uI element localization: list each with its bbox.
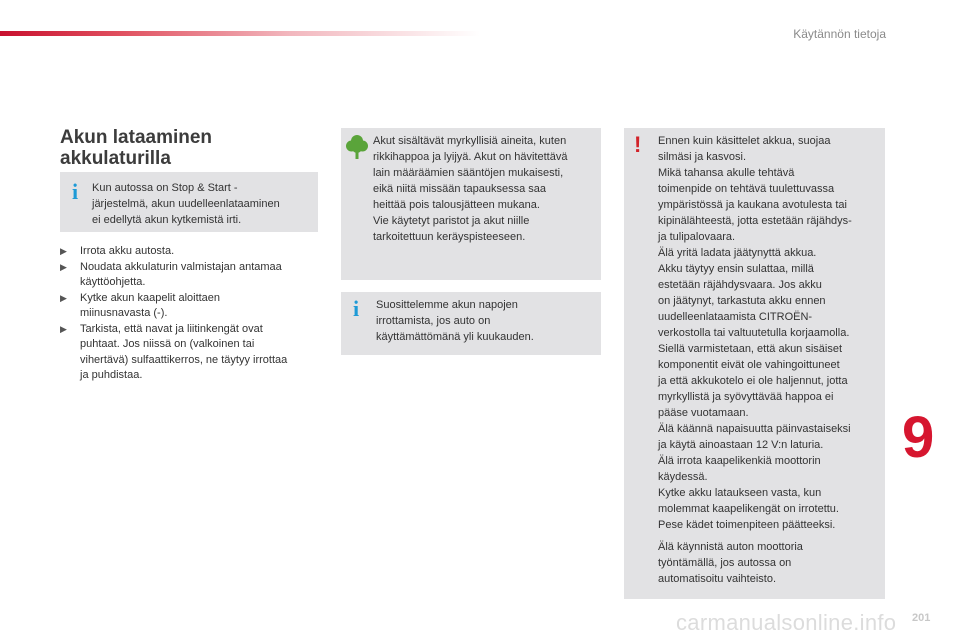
info-note-battery-disconnect	[341, 292, 601, 355]
section-title	[60, 127, 212, 169]
note-line: Älä käynnistä auton moottoria	[658, 541, 803, 553]
note-line: irrottamista, jos auto on	[376, 315, 491, 327]
note-line: ja että akkukotelo ei ole haljennut, jotta	[658, 375, 848, 387]
note-line: myrkyllistä ja syövyttävää happoa ei	[658, 391, 834, 403]
note-line: molemmat kaapelikengät on irrotettu.	[658, 503, 839, 515]
note-line: estetään räjähdysvaara. Jos akku	[658, 279, 822, 291]
note-line: ja tulipalovaara.	[658, 231, 736, 243]
bullet-icon: ▶	[60, 246, 67, 256]
note-line: Akut sisältävät myrkyllisiä aineita, kuten	[373, 135, 567, 147]
warning-icon: !	[634, 132, 642, 157]
info-note-line: Kun autossa on Stop & Start -	[92, 182, 238, 194]
section-title-line-1: Akun lataaminen	[60, 127, 213, 148]
note-line: on jäätynyt, tarkastuta akku ennen	[658, 295, 826, 307]
step-item	[60, 244, 322, 260]
page-number: 201	[912, 612, 931, 624]
note-line: Älä yritä ladata jäätynyttä akkua.	[658, 247, 817, 259]
info-note-text	[92, 180, 312, 228]
note-line: kipinälähteestä, jotta estetään räjähdys-	[658, 215, 852, 227]
note-line: Kytke akku lataukseen vasta, kun	[658, 487, 822, 499]
note-line: eikä niitä missään tapauksessa saa	[373, 183, 547, 195]
note-line: Suosittelemme akun napojen	[376, 299, 518, 311]
note-line: rikkihappoa ja lyijyä. Akut on hävitettävä	[373, 151, 568, 163]
procedure-steps-list	[60, 244, 322, 384]
step-line: Irrota akku autosta.	[80, 245, 175, 257]
bullet-icon: ▶	[60, 261, 67, 272]
step-item	[60, 322, 322, 384]
note-line: ympäristössä ja kaukana avotulesta tai	[658, 199, 847, 211]
note-line: käydessä.	[658, 471, 708, 483]
section-title-line-2: akkulaturilla	[60, 148, 171, 169]
step-line: Kytke akun kaapelit aloittaen	[80, 291, 221, 304]
step-item	[60, 260, 322, 291]
note-line: uudelleenlataamista CITROËN-	[658, 311, 813, 323]
note-line: verkostolla tai valtuutetulla korjaamolla.	[658, 327, 850, 339]
note-line: Mikä tahansa akulle tehtävä	[658, 167, 795, 179]
step-line: puhtaat. Jos niissä on (valkoinen tai	[80, 338, 255, 350]
note-line: pääse vuotamaan.	[658, 407, 749, 419]
step-line: vihertävä) sulfaattikerros, ne täytyy irrottaa	[80, 353, 288, 366]
chapter-number: 9	[902, 405, 935, 470]
info-note-line: ei edellytä akun kytkemistä irti.	[92, 214, 242, 226]
note-line: Älä irrota kaapelikenkiä moottorin	[658, 455, 821, 467]
warning-note	[624, 128, 885, 599]
note-line: lain määräämien sääntöjen mukaisesti,	[373, 167, 564, 179]
note-line: käyttämättömänä yli kuukauden.	[376, 331, 534, 343]
note-line: komponentit eivät ole vahingoittuneet	[658, 359, 840, 371]
environment-note-text	[373, 133, 598, 245]
note-line: Pese kädet toimenpiteen päätteeksi.	[658, 519, 836, 531]
note-line: Vie käytetyt paristot ja akut niille	[373, 215, 530, 227]
note-line: tarkoitettuun keräyspisteeseen.	[373, 231, 526, 243]
environment-note	[341, 128, 601, 280]
step-item	[60, 291, 322, 322]
note-line: heittää pois talousjätteen mukana.	[373, 199, 540, 211]
bullet-icon: ▶	[60, 292, 67, 303]
note-line: toimenpide on tehtävä tuulettuvassa	[658, 183, 835, 195]
step-line: miinusnavasta (-).	[80, 307, 168, 319]
step-line: Tarkista, että navat ja liitinkengät ovat	[80, 322, 263, 335]
header-accent-bar	[0, 31, 480, 36]
info-icon: i	[352, 296, 360, 321]
info-note-line: järjestelmä, akun uudelleenlataaminen	[92, 198, 280, 210]
note-line: silmäsi ja kasvosi.	[658, 151, 747, 163]
note-line: Siellä varmistetaan, että akun sisäiset	[658, 343, 843, 355]
watermark: carmanualsonline.info	[676, 610, 897, 635]
note-line: Akku täytyy ensin sulattaa, millä	[658, 263, 814, 275]
note-line: automatisoitu vaihteisto.	[658, 573, 777, 585]
info-note-stop-start	[60, 172, 318, 232]
bullet-icon: ▶	[60, 323, 67, 334]
info-note-text	[376, 297, 591, 345]
note-line: Ennen kuin käsittelet akkua, suojaa	[658, 135, 831, 147]
warning-note-text	[658, 133, 882, 533]
warning-note-text-2	[658, 539, 882, 587]
note-line: työntämällä, jos autossa on	[658, 557, 792, 569]
note-line: ja käytä ainoastaan 12 V:n laturia.	[658, 439, 824, 451]
step-line: Noudata akkulaturin valmistajan antamaa	[80, 260, 282, 273]
info-icon: i	[71, 179, 79, 204]
header-title: Käytännön tietoja	[793, 27, 886, 41]
note-line: Älä käännä napaisuutta päinvastaiseksi	[658, 423, 851, 435]
step-line: käyttöohjetta.	[80, 276, 146, 288]
step-line: ja puhdistaa.	[80, 369, 143, 381]
tree-icon	[346, 134, 368, 165]
